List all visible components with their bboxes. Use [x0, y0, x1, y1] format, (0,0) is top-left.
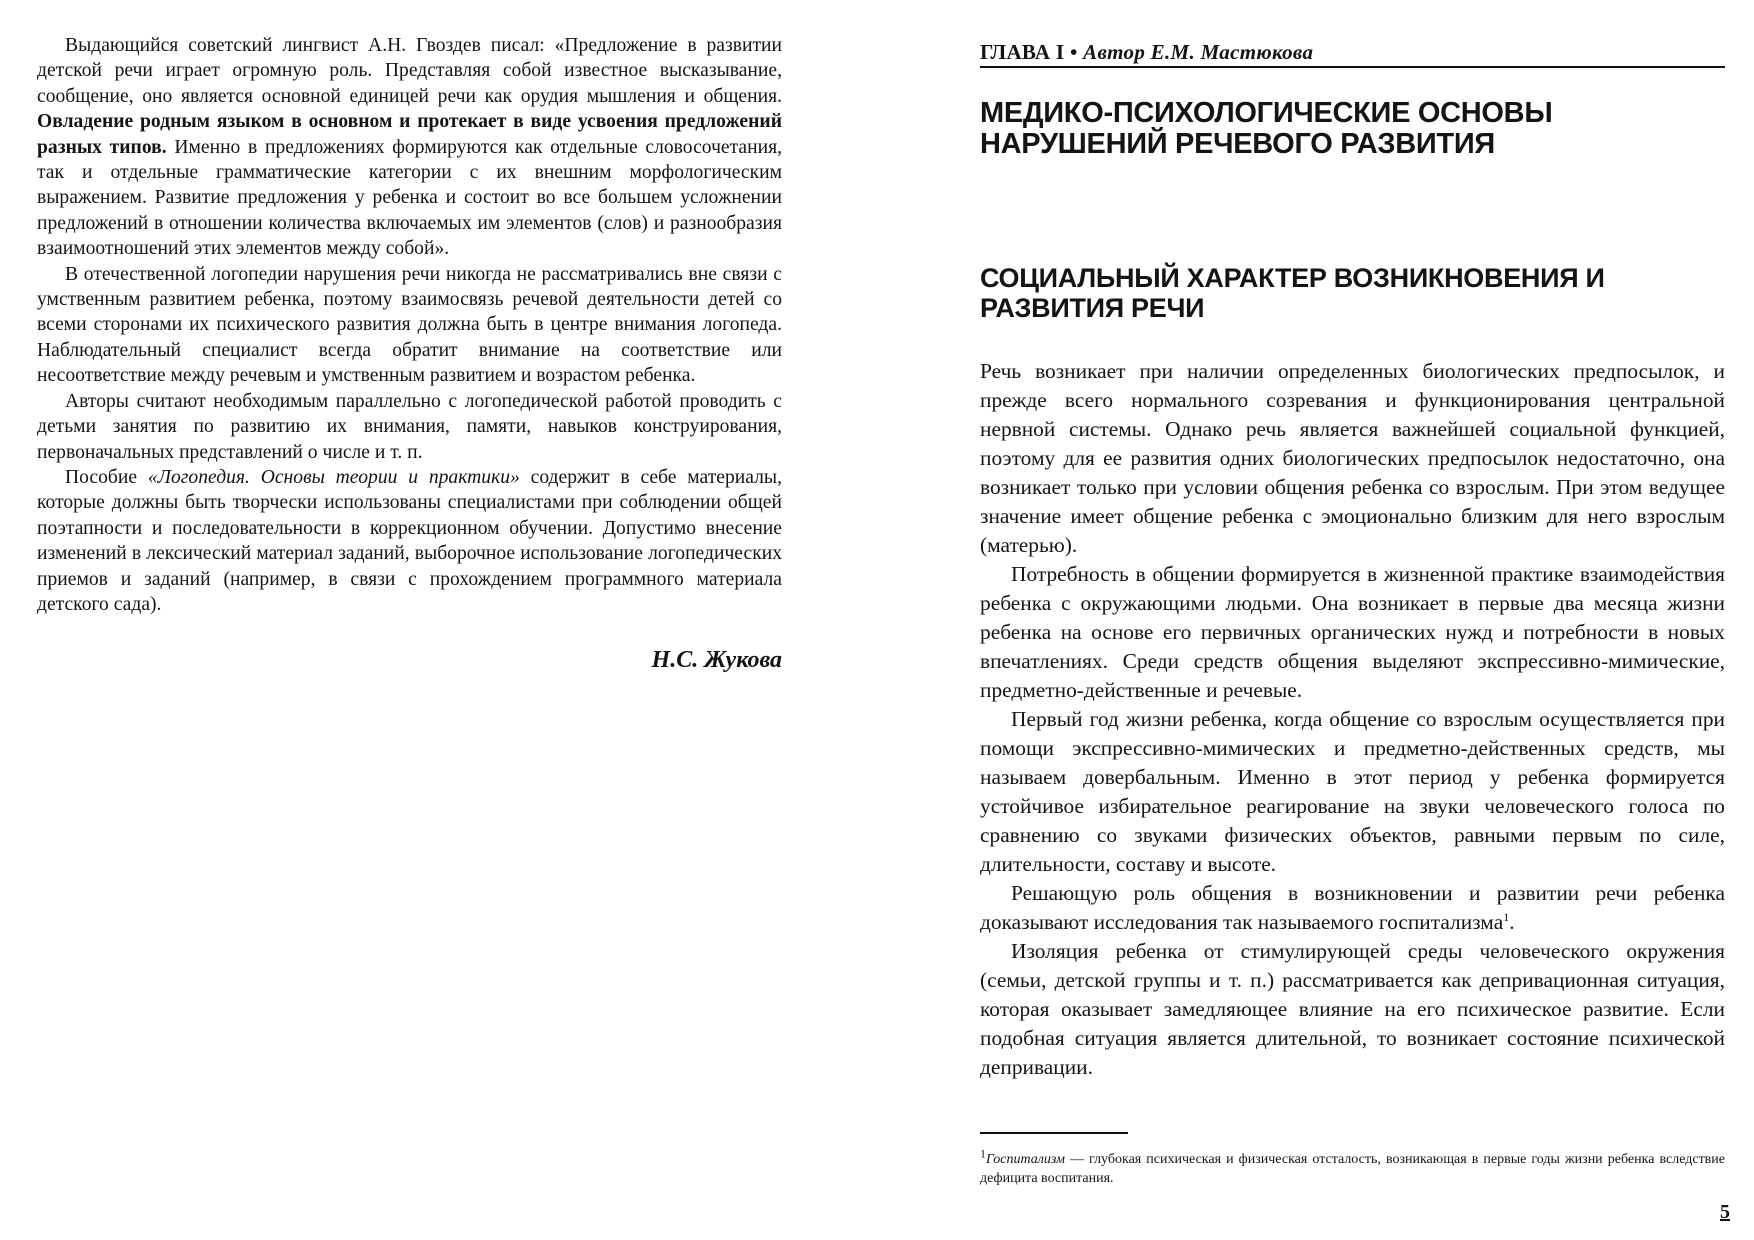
right-body [980, 357, 1725, 1082]
right-page [980, 40, 1725, 1188]
left-paragraph-1-bold: Овладение родным языком в основном и протекает в виде усвоения предложений разных типов. [37, 111, 782, 158]
left-paragraph-1-text-b: Именно в предложениях формируются как отдельные словосочетания, так и отдельные грамматические категории с их внешним морфологическим выражением. Развитие предложения у ребенка и состоит во все большем усложнении предложений в отношении количества включаемых им элементов (слов) и разнообразия взаимоотношений этих элементов между собой». [37, 136, 782, 260]
right-paragraph-4-end: . [1509, 910, 1515, 934]
right-paragraph-5: Изоляция ребенка от стимулирующей среды человеческого окружения (семьи, детской группы и т. п.) рассматривается как депривационная ситуация, которая оказывает замедляющее влияние на его психическое развитие. Если подобная ситуация является длительной, то возникает состояние психической депривации. [980, 939, 1725, 1079]
left-paragraph-4 [37, 465, 782, 617]
footnote-mark: 1 [980, 1146, 986, 1161]
chapter-label: ГЛАВА I [980, 40, 1065, 64]
left-page [37, 33, 782, 674]
page-number: 5 [1720, 1201, 1730, 1223]
left-paragraph-4-text-a: Пособие [65, 466, 148, 488]
footnote [980, 1146, 1725, 1188]
left-paragraph-1 [37, 33, 782, 262]
right-paragraph-4 [980, 879, 1725, 937]
footnote-divider [980, 1132, 1128, 1134]
bullet-separator: • [1069, 40, 1078, 64]
author-label: Автор Е.М. Мастюкова [1083, 40, 1314, 64]
right-paragraph-2: Потребность в общении формируется в жизненной практике взаимодействия ребенка с окружающими людьми. Она возникает в первые два месяца жизни ребенка на основе его первичных органических нужд и потребности в новых впечатлениях. Среди средств общения выделяют экспрессивно-мимические, предметно-действенные и речевые. [980, 562, 1725, 702]
footnote-term: Госпитализм [986, 1152, 1065, 1167]
section-title: СОЦИАЛЬНЫЙ ХАРАКТЕР ВОЗНИКНОВЕНИЯ И РАЗВИТИЯ РЕЧИ [980, 263, 1605, 323]
footnote-text: — глубокая психическая и физическая отсталость, возникающая в первые годы жизни ребенка вследствие дефицита воспитания. [980, 1152, 1725, 1186]
left-paragraph-1-text-a: Выдающийся советский лингвист А.Н. Гвоздев писал: «Предложение в развитии детской речи играет огромную роль. Представляя собой известное высказывание, сообщение, оно является основной единицей речи как орудия мышления и общения. [37, 35, 782, 107]
left-paragraph-4-text-b: содержит в себе материалы, которые должны быть творчески использованы специалистами при соблюдении общей поэтапности и последовательности в коррекционном обучении. Допустимо внесение изменений в лексический материал заданий, выборочное использование логопедических приемов и заданий (например, в связи с прохождением программного материала детского сада). [37, 466, 782, 615]
left-paragraph-2: В отечественной логопедии нарушения речи никогда не рассматривались вне связи с умственным развитием ребенка, поэтому взаимосвязь речевой деятельности детей со всеми сторонами их психического развития должна быть в центре внимания логопеда. Наблюдательный специалист всегда обратит внимание на соответствие или несоответствие между речевым и умственным развитием и возрастом ребенка. [37, 263, 782, 387]
right-paragraph-4-text: Решающую роль общения в возникновении и развитии речи ребенка доказывают исследования так называемого госпитализма [980, 881, 1725, 934]
chapter-title: МЕДИКО-ПСИХОЛОГИЧЕСКИЕ ОСНОВЫ НАРУШЕНИЙ РЕЧЕВОГО РАЗВИТИЯ [980, 97, 1553, 160]
left-paragraph-3: Авторы считают необходимым параллельно с логопедической работой проводить с детьми занятия по развитию их внимания, памяти, навыков конструирования, первоначальных представлений о числе и т. п. [37, 390, 782, 463]
running-head [980, 40, 1725, 68]
right-paragraph-3: Первый год жизни ребенка, когда общение со взрослым осуществляется при помощи экспрессивно-мимических и предметно-действенных средств, мы называем довербальным. Именно в этот период у ребенка формируется устойчивое избирательное реагирование на звуки человеческого голоса по сравнению со звуками физических объектов, равными первым по силе, длительности, составу и высоте. [980, 707, 1725, 876]
book-title: «Логопедия. Основы теории и практики» [147, 466, 520, 488]
footnote-reference[interactable]: 1 [1503, 909, 1510, 924]
right-paragraph-1: Речь возникает при наличии определенных биологических предпосылок, и прежде всего нормального созревания и функционирования центральной нервной системы. Однако речь является важнейшей социальной функцией, поэтому для ее развития одних биологических предпосылок недостаточно, она возникает только при условии общения ребенка со взрослым. При этом ведущее значение имеет общение ребенка с эмоционально близким для него взрослым (матерью). [980, 359, 1725, 557]
signature: Н.С. Жукова [651, 647, 782, 674]
